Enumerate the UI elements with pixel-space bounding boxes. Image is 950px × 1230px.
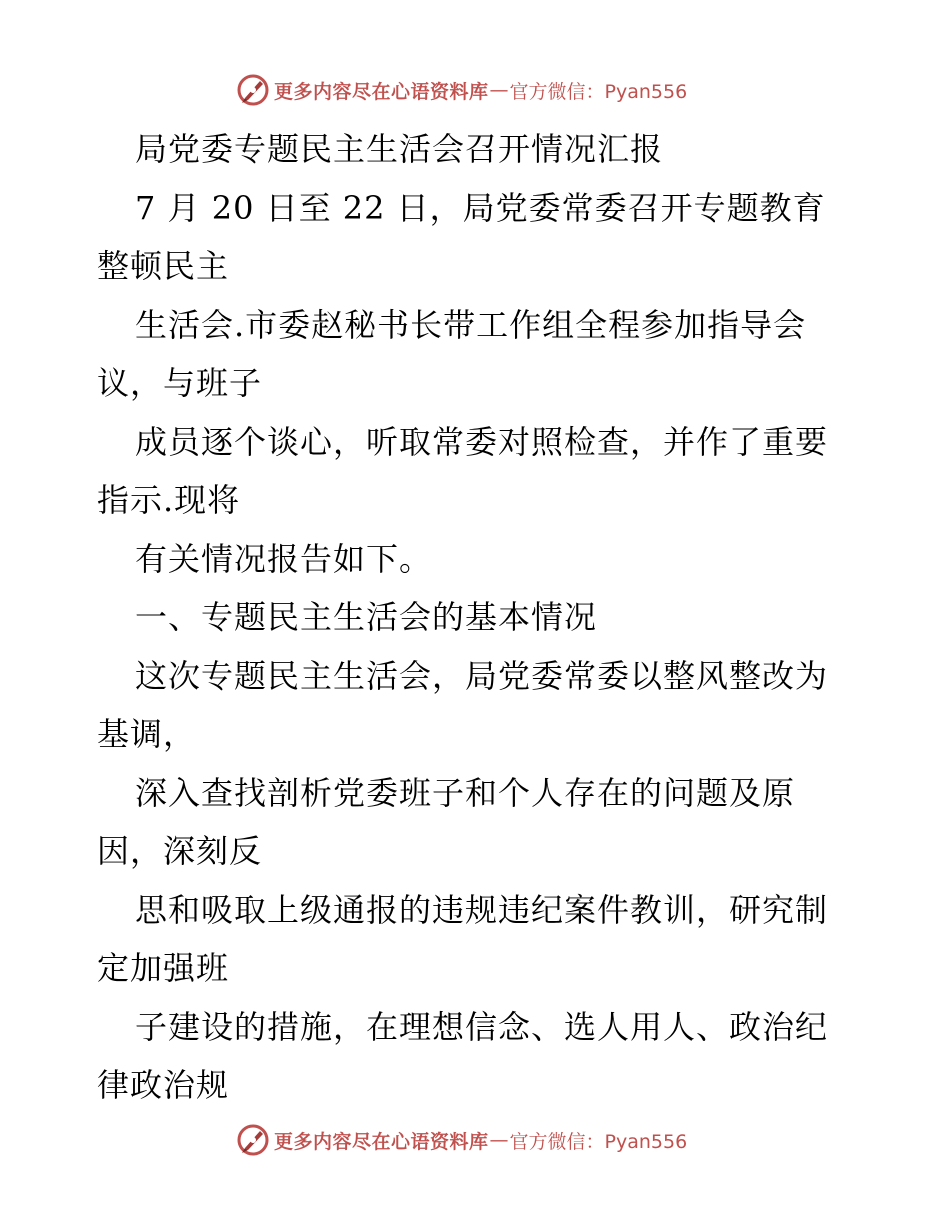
text-line: 基调， <box>97 715 197 753</box>
text-line: 有关情况报告如下。 <box>135 539 433 578</box>
text-line: 生活会.市委赵秘书长带工作组全程参加指导会 <box>135 305 807 344</box>
section-heading: 一、专题民主生活会的基本情况 <box>135 598 598 636</box>
text-line: 成员逐个谈心，听取常委对照检查，并作了重要 <box>135 422 829 461</box>
document-body <box>97 120 857 1115</box>
watermark-contact: 官方微信：Pyan556 <box>509 80 688 103</box>
text-line: 7 月 20 日至 22 日，局党委常委召开专题教育 <box>135 188 826 227</box>
text-line: 定加强班 <box>97 949 230 987</box>
text-line: 子建设的措施，在理想信念、选人用人、政治纪 <box>135 1007 829 1046</box>
watermark-contact: 官方微信：Pyan556 <box>509 1130 688 1153</box>
watermark-separator: — <box>489 79 509 101</box>
document-title: 局党委专题民主生活会召开情况汇报 <box>135 130 664 168</box>
text-line: 指示.现将 <box>97 481 241 519</box>
text-line: 深入查找剖析党委班子和个人存在的问题及原 <box>135 773 796 812</box>
quill-pen-logo-icon <box>236 73 270 107</box>
footer-watermark <box>236 1122 687 1158</box>
text-line: 议，与班子 <box>97 364 263 402</box>
header-watermark <box>236 72 687 108</box>
watermark-text: 更多内容尽在心语资料库 <box>274 80 489 103</box>
text-line: 思和吸取上级通报的违规违纪案件教训，研究制 <box>135 890 829 929</box>
text-line: 因，深刻反 <box>97 832 263 870</box>
quill-pen-logo-icon <box>236 1123 270 1157</box>
text-line: 律政治规 <box>97 1066 230 1104</box>
text-line: 这次专题民主生活会，局党委常委以整风整改为 <box>135 656 829 695</box>
watermark-text: 更多内容尽在心语资料库 <box>274 1130 489 1153</box>
text-line: 整顿民主 <box>97 247 230 285</box>
watermark-separator: — <box>489 1129 509 1151</box>
